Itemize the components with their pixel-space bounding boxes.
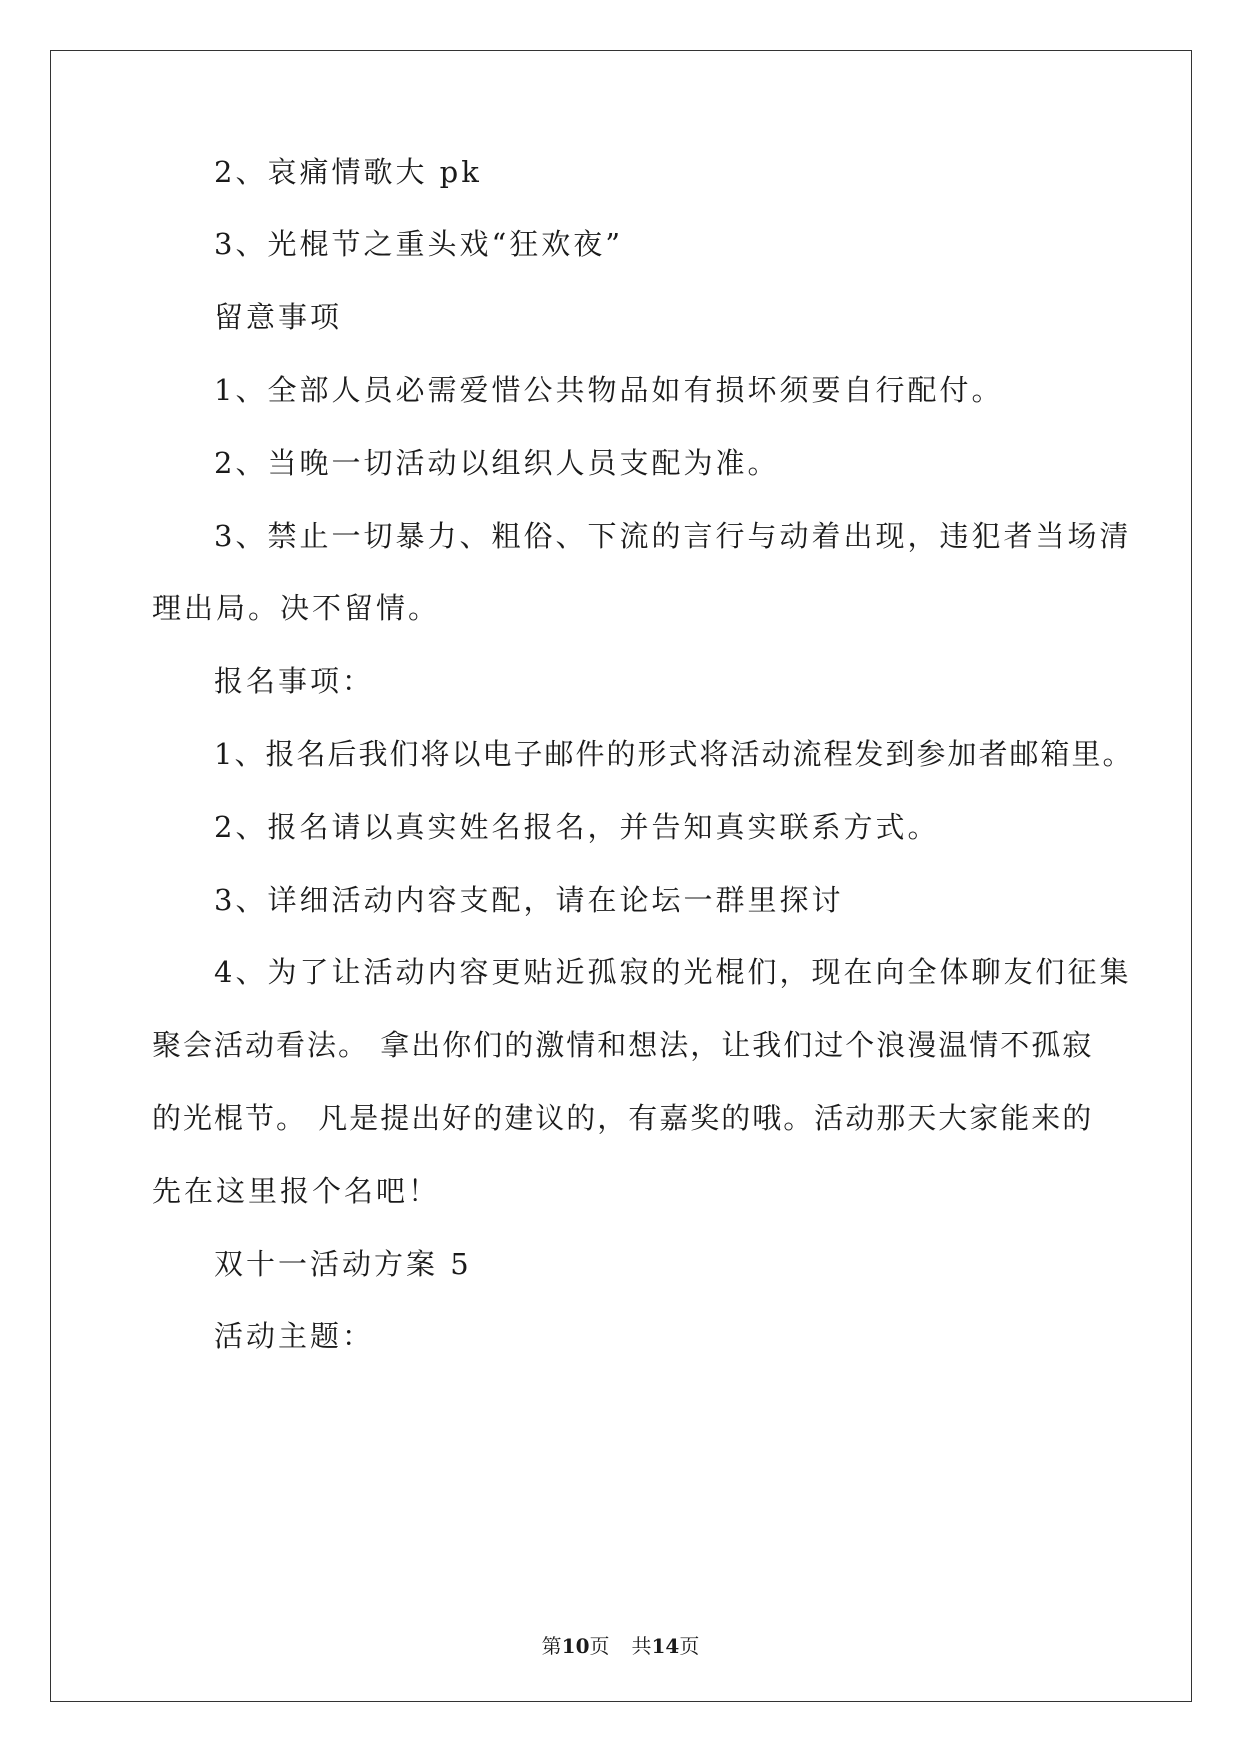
text-line: 3、禁止一切暴力、粗俗、下流的言行与动着出现，违犯者当场清 — [214, 519, 1132, 553]
text-line: 2、当晚一切活动以组织人员支配为准。 — [214, 446, 780, 480]
text-line: 4、为了让活动内容更贴近孤寂的光棍们，现在向全体聊友们征集 — [214, 955, 1132, 989]
section-heading: 留意事项 — [214, 300, 343, 334]
text-line: 的光棍节。 凡是提出好的建议的，有嘉奖的哦。活动那天大家能来的 — [152, 1101, 1094, 1135]
text-line: 聚会活动看法。 拿出你们的激情和想法，让我们过个浪漫温情不孤寂 — [152, 1028, 1094, 1062]
page-prefix: 第 — [541, 1634, 562, 1658]
text-line: 3、详细活动内容支配，请在论坛一群里探讨 — [214, 883, 844, 917]
text-line: 2、哀痛情歌大 pk — [214, 155, 482, 189]
total-suffix: 页 — [679, 1634, 700, 1658]
text-line: 1、报名后我们将以电子邮件的形式将活动流程发到参加者邮箱里。 — [214, 737, 1134, 771]
text-line: 3、光棍节之重头戏“狂欢夜” — [214, 227, 624, 261]
total-prefix: 共 — [631, 1634, 652, 1658]
total-pages: 14 — [651, 1634, 680, 1658]
page-footer — [0, 1632, 1241, 1660]
page-suffix: 页 — [589, 1634, 610, 1658]
section-heading: 双十一活动方案 5 — [214, 1247, 472, 1281]
text-line: 理出局。决不留情。 — [152, 591, 441, 625]
text-line: 先在这里报个名吧！ — [152, 1174, 441, 1208]
page-number: 10 — [561, 1634, 590, 1658]
section-heading: 活动主题： — [214, 1319, 375, 1353]
section-heading: 报名事项： — [214, 664, 375, 698]
text-line: 1、全部人员必需爱惜公共物品如有损坏须要自行配付。 — [214, 373, 1004, 407]
text-line: 2、报名请以真实姓名报名，并告知真实联系方式。 — [214, 810, 940, 844]
